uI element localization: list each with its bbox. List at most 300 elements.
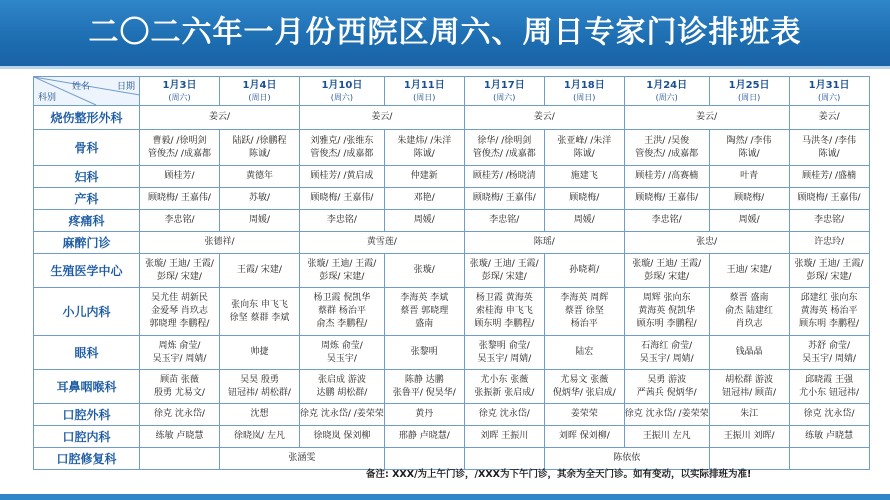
doctor-names: 严茜兵 倪炳华/ [636, 387, 697, 398]
doctor-names: 杨卫霞 黄海英 [475, 293, 533, 303]
schedule-cell [220, 254, 300, 288]
department-name: 生殖医学中心 [34, 254, 140, 288]
schedule-cell [709, 210, 789, 232]
doctor-names: 姜云/ [371, 112, 393, 122]
doctor-names: 徐晓岚 保刘柳 [313, 431, 371, 441]
schedule-row [34, 210, 870, 232]
doctor-names: 朱江 [740, 409, 759, 419]
doctor-names: 周炼 俞莹/ [158, 340, 201, 351]
header-row [34, 77, 870, 106]
doctor-names: 李海英 李斌 [400, 293, 449, 303]
schedule-cell [709, 404, 789, 426]
doctor-names: 彭琛/ 宋建/ [157, 271, 202, 282]
schedule-cell [709, 370, 789, 404]
date-weekday: (周六) [817, 93, 841, 102]
doctor-names: 陈诚/ [413, 148, 435, 159]
schedule-cell [140, 336, 220, 370]
doctor-names: 施建飞 [570, 171, 598, 181]
doctor-names: 吴玉宇/ 周婧/ [802, 353, 857, 364]
schedule-cell [464, 254, 544, 288]
schedule-cell [624, 370, 709, 404]
schedule-cell [709, 166, 789, 188]
schedule-row [34, 232, 870, 254]
schedule-cell [220, 288, 300, 336]
schedule-cell [384, 188, 464, 210]
date-weekday: (周六) [168, 93, 191, 102]
doctor-names: 陆跃/ /徐鹏程 [232, 135, 287, 146]
schedule-row [34, 426, 870, 448]
date-weekday: (周六) [655, 93, 678, 102]
doctor-names: 帅捷 [250, 347, 269, 357]
doctor-names: 王振川 左凡 [642, 431, 691, 441]
date-day: 1月17日 [483, 80, 525, 91]
doctor-names: 张璇/ [413, 265, 435, 275]
schedule-cell [789, 232, 869, 254]
schedule-cell [544, 370, 624, 404]
schedule-cell [624, 130, 709, 166]
schedule-cell [544, 336, 624, 370]
date-day: 1月24日 [646, 80, 688, 91]
schedule-cell [789, 210, 869, 232]
doctor-names: 达鹏 胡松群/ [316, 387, 368, 398]
schedule-cell [300, 426, 385, 448]
doctor-names: 周媛/ [413, 215, 435, 225]
doctor-names: 仲建新 [410, 171, 438, 181]
doctor-names: 邱晓霞 王强 [805, 374, 854, 385]
department-name: 疼痛科 [34, 210, 140, 232]
schedule-cell [464, 288, 544, 336]
doctor-names: 李海英 周辉 [560, 293, 609, 303]
schedule-row [34, 106, 870, 130]
date-day: 1月10日 [321, 80, 363, 91]
schedule-cell [140, 166, 220, 188]
doctor-names: 徐克 沈永岱/ [478, 409, 530, 419]
doctor-names: 顾桂芳/ /盛楠 [802, 171, 857, 181]
schedule-cell [789, 130, 869, 166]
doctor-names: 顾桂芳/ /黄启成 [310, 171, 374, 181]
schedule-cell [789, 404, 869, 426]
schedule-cell [789, 254, 869, 288]
schedule-cell [624, 336, 709, 370]
doctor-names: 张璇/ 王迪/ 王霞/ [632, 258, 702, 269]
doctor-names: 胡松群 游波 [725, 374, 774, 385]
schedule-cell [300, 210, 385, 232]
schedule-cell [464, 404, 544, 426]
schedule-cell [624, 426, 709, 448]
doctor-names: 邱建红 张向东 [800, 293, 858, 303]
doctor-names: 盛南 [415, 319, 434, 329]
date-header-1 [140, 77, 220, 106]
doctor-names: 张亚峰/ /朱洋 [557, 135, 612, 146]
date-header-5 [464, 77, 544, 106]
doctor-names: 陈诚/ [818, 148, 840, 159]
doctor-names: 蔡晋 徐坚 [564, 306, 604, 316]
doctor-names: 吴勇 游波 [647, 374, 687, 385]
doctor-names: 徐华/ /徐明剑 [477, 135, 532, 146]
doctor-names: 姜云/ [696, 112, 718, 122]
doctor-names: 陈依依 [613, 453, 641, 463]
doctor-names: 顾晓梅/ 王嘉伟/ [797, 193, 861, 203]
schedule-cell [789, 166, 869, 188]
doctor-names: 张璇/ 王迪/ 王霞/ [794, 258, 864, 269]
doctor-names: 周炼 俞莹/ [320, 340, 363, 351]
doctor-names: 陈瑶/ [533, 237, 555, 247]
date-day: 1月3日 [162, 80, 197, 91]
schedule-cell [544, 288, 624, 336]
schedule-cell [300, 232, 465, 254]
doctor-names: 顾桂芳/ /高赛楠 [635, 171, 699, 181]
schedule-row [34, 404, 870, 426]
schedule-cell [464, 210, 544, 232]
doctor-names: 张启成 游波 [317, 374, 366, 385]
schedule-cell [544, 166, 624, 188]
schedule-cell [220, 166, 300, 188]
schedule-cell [384, 336, 464, 370]
schedule-cell [140, 288, 220, 336]
doctor-names: 张璇/ 王迪/ 王霞/ [145, 258, 214, 269]
doctor-names: 吴玉宇/ [326, 353, 357, 364]
doctor-names: 吴玉宇/ 周婧/ [152, 353, 207, 364]
doctor-names: 孙晓莉/ [569, 265, 600, 275]
doctor-names: 陆宏 [575, 347, 594, 357]
doctor-names: 陈诚/ [738, 148, 760, 159]
schedule-cell [300, 404, 385, 426]
doctor-names: 索桂海 申飞飞 [475, 306, 533, 316]
date-weekday: (周六) [330, 93, 354, 102]
date-weekday: (周日) [248, 93, 271, 102]
schedule-cell [464, 370, 544, 404]
doctor-names: 张涵雯 [288, 453, 316, 463]
doctor-names: 李忠铭/ [814, 215, 845, 225]
doctor-names: 王霞/ 宋建/ [237, 265, 282, 275]
schedule-cell [300, 130, 385, 166]
doctor-names: 尤小东 张薇 [480, 374, 529, 385]
date-header-8 [709, 77, 789, 106]
doctor-names: 黄德年 [245, 171, 273, 181]
schedule-cell [384, 426, 464, 448]
schedule-cell [464, 130, 544, 166]
schedule-cell [140, 404, 220, 426]
schedule-cell [624, 232, 789, 254]
department-name: 口腔内科 [34, 426, 140, 448]
doctor-names: 顾东明 李鹏程/ [636, 319, 697, 329]
schedule-cell [709, 288, 789, 336]
doctor-names: 许忠玲/ [814, 237, 845, 247]
doctor-names: 彭琛/ 宋建/ [644, 271, 690, 282]
doctor-names: 彭琛/ 宋建/ [319, 271, 365, 282]
doctor-names: 吴昊 殷勇 [240, 374, 279, 385]
schedule-cell [709, 336, 789, 370]
schedule-cell [300, 106, 465, 130]
doctor-names: 金爱琴 肖玖志 [151, 306, 208, 316]
schedule-cell [544, 254, 624, 288]
date-header-4 [384, 77, 464, 106]
schedule-row [34, 288, 870, 336]
department-name: 口腔修复科 [34, 448, 140, 470]
doctor-names: 练敏 卢晓慧 [805, 431, 854, 441]
doctor-names: 张黎明 俞莹/ [478, 340, 530, 351]
schedule-row [34, 130, 870, 166]
schedule-cell [220, 370, 300, 404]
schedule-cell [544, 188, 624, 210]
doctor-names: 马洪冬/ /李伟 [802, 135, 857, 146]
doctor-names: 肖玖志 [735, 319, 763, 329]
schedule-cell [789, 288, 869, 336]
doctor-names: 李忠铭/ [326, 215, 357, 225]
doctor-names: 管俊杰/ /成嘉都 [148, 148, 211, 159]
doctor-names: 姜荣荣 [570, 409, 598, 419]
department-name: 妇科 [34, 166, 140, 188]
doctor-names: 张鲁平/ 倪昊华/ [392, 387, 456, 398]
schedule-row [34, 188, 870, 210]
schedule-cell [140, 426, 220, 448]
doctor-names: 黄海英 杨治平 [800, 306, 858, 316]
doctor-names: 姜云/ [818, 112, 840, 122]
doctor-names: 练敏 卢晓慧 [155, 431, 204, 441]
date-weekday: (周日) [573, 93, 596, 102]
doctor-names: 倪炳华/ 张启成/ [552, 387, 616, 398]
date-weekday: (周日) [413, 93, 436, 102]
schedule-cell [384, 210, 464, 232]
schedule-cell [140, 448, 220, 470]
doctor-names: 顾晓梅/ 王嘉伟/ [635, 193, 699, 203]
schedule-cell [464, 232, 624, 254]
doctor-names: 张璇/ 王迪/ 王霞/ [307, 258, 377, 269]
doctor-names: 彭琛/ 宋建/ [481, 271, 527, 282]
doctor-names: 顾苗 张薇 [160, 374, 199, 385]
doctor-names: 陈静 达鹏 [404, 374, 444, 385]
schedule-cell [624, 254, 709, 288]
doctor-names: 刘晖 王振川 [480, 431, 529, 441]
doctor-names: 俞杰 陆建红 [725, 306, 774, 316]
doctor-names: 姜云/ [533, 112, 555, 122]
schedule-cell [384, 166, 464, 188]
schedule-cell [300, 188, 385, 210]
schedule-cell [709, 188, 789, 210]
doctor-names: 张黎明 [410, 347, 438, 357]
date-header-6 [544, 77, 624, 106]
doctor-names: 李忠铭/ [164, 215, 195, 225]
date-header-9 [789, 77, 869, 106]
schedule-cell [300, 166, 385, 188]
doctor-names: 顾晓梅/ [734, 193, 765, 203]
doctor-names: 顾桂芳/ /杨晓清 [472, 171, 536, 181]
date-day: 1月4日 [242, 80, 277, 91]
doctor-names: 顾晓梅/ 王嘉伟/ [310, 193, 374, 203]
doctor-names: 苏舒 俞莹/ [808, 340, 851, 351]
doctor-names: 顾东明 李鹏程/ [799, 319, 860, 329]
doctor-names: 顾东明 李鹏程/ [474, 319, 535, 329]
name-label: 姓名 [72, 82, 91, 92]
schedule-cell [789, 106, 869, 130]
doctor-names: 管俊杰/ /成嘉都 [472, 148, 536, 159]
schedule-cell [464, 336, 544, 370]
schedule-cell [220, 188, 300, 210]
department-name: 小儿内科 [34, 288, 140, 336]
doctor-names: 陈诚/ [573, 148, 595, 159]
doctor-names: 周辉 张向东 [642, 293, 691, 303]
schedule-cell [140, 210, 220, 232]
doctor-names: 沈想 [250, 409, 269, 419]
doctor-names: 朱建炜/ /朱洋 [397, 135, 452, 146]
schedule-cell [464, 188, 544, 210]
department-name: 眼科 [34, 336, 140, 370]
schedule-cell [384, 288, 464, 336]
schedule-cell [140, 232, 300, 254]
doctor-names: 杨卫霞 倪凯华 [313, 293, 371, 303]
doctor-names: 周媛/ [573, 215, 595, 225]
doctor-names: 徐坚 蔡群 李斌 [229, 312, 290, 323]
schedule-cell [789, 188, 869, 210]
doctor-names: 郭晓理 李鹏程/ [149, 319, 210, 329]
schedule-cell [220, 210, 300, 232]
schedule-cell [624, 210, 709, 232]
schedule-cell [624, 188, 709, 210]
schedule-cell [384, 254, 464, 288]
department-name: 产科 [34, 188, 140, 210]
doctor-names: 俞杰 李鹏程/ [316, 319, 368, 329]
schedule-cell [220, 130, 300, 166]
doctor-names: 黄海英 倪凯华 [638, 306, 696, 316]
date-header-2 [220, 77, 300, 106]
schedule-cell [140, 254, 220, 288]
schedule-body [34, 106, 870, 470]
doctor-names: 顾晓梅/ [569, 193, 600, 203]
doctor-names: 蔡晋 盛南 [729, 293, 769, 303]
schedule-cell [140, 188, 220, 210]
doctor-names: 邓艳/ [413, 193, 435, 203]
schedule-cell [544, 426, 624, 448]
doctor-names: 徐克 沈永岱/ /姜荣荣 [624, 409, 709, 419]
schedule-row [34, 254, 870, 288]
schedule-cell [384, 370, 464, 404]
schedule-cell [300, 288, 385, 336]
schedule-row [34, 370, 870, 404]
date-label: 日期 [116, 82, 135, 92]
date-header-7 [624, 77, 709, 106]
doctor-names: 李忠铭/ [651, 215, 682, 225]
schedule-cell [300, 336, 385, 370]
doctor-names: 黄雪莲/ [366, 237, 397, 247]
schedule-cell [709, 130, 789, 166]
page-title: 二〇二六年一月份西院区周六、周日专家门诊排班表 [88, 15, 802, 50]
date-header-3 [300, 77, 385, 106]
date-weekday: (周六) [493, 93, 516, 102]
schedule-cell [464, 426, 544, 448]
doctor-names: 杨治平 [570, 319, 598, 329]
schedule-cell [624, 288, 709, 336]
department-name: 麻醉门诊 [34, 232, 140, 254]
doctor-names: 王洪/ /吴俊 [644, 135, 690, 146]
schedule-cell [220, 404, 300, 426]
doctor-names: 叶青 [740, 171, 759, 181]
doctor-names: 吴玉宇/ 周婧/ [477, 353, 532, 364]
footnote: 备注: XXX/为上午门诊，/XXX为下午门诊，其余为全天门诊。如有变动，以实际排班为准! [366, 469, 752, 480]
schedule-cell [789, 370, 869, 404]
dept-label: 科别 [38, 93, 57, 103]
schedule-cell [624, 166, 709, 188]
doctor-names: 蔡晋 郭晓理 [400, 306, 449, 316]
doctor-names: 尤小东 钮冠祎/ [799, 387, 860, 398]
doctor-names: 张德祥/ [204, 237, 235, 247]
doctor-names: 刘雅克/ /张维东 [310, 135, 374, 146]
schedule-cell [624, 106, 789, 130]
doctor-names: 张振新 张启成/ [474, 387, 535, 398]
doctor-names: 徐克 沈永岱/ [154, 409, 205, 419]
schedule-cell [220, 426, 300, 448]
doctor-names: 钮冠祎/ 顾苗/ [722, 387, 777, 398]
doctor-names: 徐克 沈永岱/ /姜荣荣 [300, 409, 384, 419]
doctor-names: 刘晖 保刘柳/ [558, 431, 610, 441]
doctor-names: 邢静 卢晓慧/ [398, 431, 450, 441]
doctor-names: 管俊杰/ /成嘉都 [635, 148, 699, 159]
schedule-cell [140, 106, 300, 130]
doctor-names: 顾晓梅/ 王嘉伟/ [472, 193, 536, 203]
schedule-cell [384, 130, 464, 166]
doctor-names: 黄丹 [415, 409, 434, 419]
schedule-cell [384, 404, 464, 426]
date-day: 1月31日 [808, 80, 850, 91]
doctor-names: 陈诚/ [248, 148, 271, 159]
department-name: 骨科 [34, 130, 140, 166]
doctor-names: 陶然/ /李伟 [726, 135, 772, 146]
schedule-cell [624, 404, 709, 426]
schedule-cell [789, 448, 869, 470]
doctor-names: 石海红 俞莹/ [641, 340, 693, 351]
schedule-cell [140, 370, 220, 404]
doctor-names: 徐晓岚/ 左凡 [234, 431, 285, 441]
schedule-cell [789, 336, 869, 370]
doctor-names: 周媛/ [738, 215, 760, 225]
doctor-names: 彭琛/ 宋建/ [806, 271, 852, 282]
schedule-cell [220, 336, 300, 370]
doctor-names: 李忠铭/ [489, 215, 520, 225]
doctor-names: 张忠/ [696, 237, 718, 247]
doctor-names: 吴尤佳 胡新民 [151, 293, 208, 303]
doctor-names: 王迪/ 宋建/ [726, 265, 772, 275]
doctor-names: 殷勇 尤易文/ [154, 387, 205, 398]
schedule-cell [464, 106, 624, 130]
schedule-cell [789, 426, 869, 448]
department-name: 口腔外科 [34, 404, 140, 426]
schedule-cell [544, 130, 624, 166]
doctor-names: 苏敏/ [248, 193, 271, 203]
schedule-cell [464, 166, 544, 188]
doctor-names: 张向东 申飞飞 [231, 299, 288, 310]
doctor-names: 徐克 沈永岱/ [803, 409, 855, 419]
doctor-names: 王振川 刘晖/ [723, 431, 775, 441]
schedule-cell [140, 130, 220, 166]
doctor-names: 吴玉宇/ 周婧/ [639, 353, 694, 364]
doctor-names: 钱晶晶 [735, 347, 763, 357]
schedule-cell [544, 404, 624, 426]
doctor-names: 蔡群 杨治平 [317, 306, 366, 316]
doctor-names: 曹毅/ /徐明剑 [152, 135, 207, 146]
department-name: 烧伤整形外科 [34, 106, 140, 130]
doctor-names: 钮冠祎/ 胡松群/ [228, 387, 291, 398]
doctor-names: 尤易文 张薇 [560, 374, 609, 385]
date-day: 1月25日 [728, 80, 770, 91]
date-day: 1月18日 [563, 80, 605, 91]
schedule-cell [220, 448, 385, 470]
title-banner [0, 0, 890, 69]
doctor-names: 顾桂芳/ [164, 171, 195, 181]
doctor-names: 周媛/ [248, 215, 271, 225]
footer-strip [0, 494, 890, 500]
doctor-names: 张璇/ 王迪/ 王霞/ [469, 258, 539, 269]
schedule-cell [300, 370, 385, 404]
date-day: 1月11日 [403, 80, 445, 91]
